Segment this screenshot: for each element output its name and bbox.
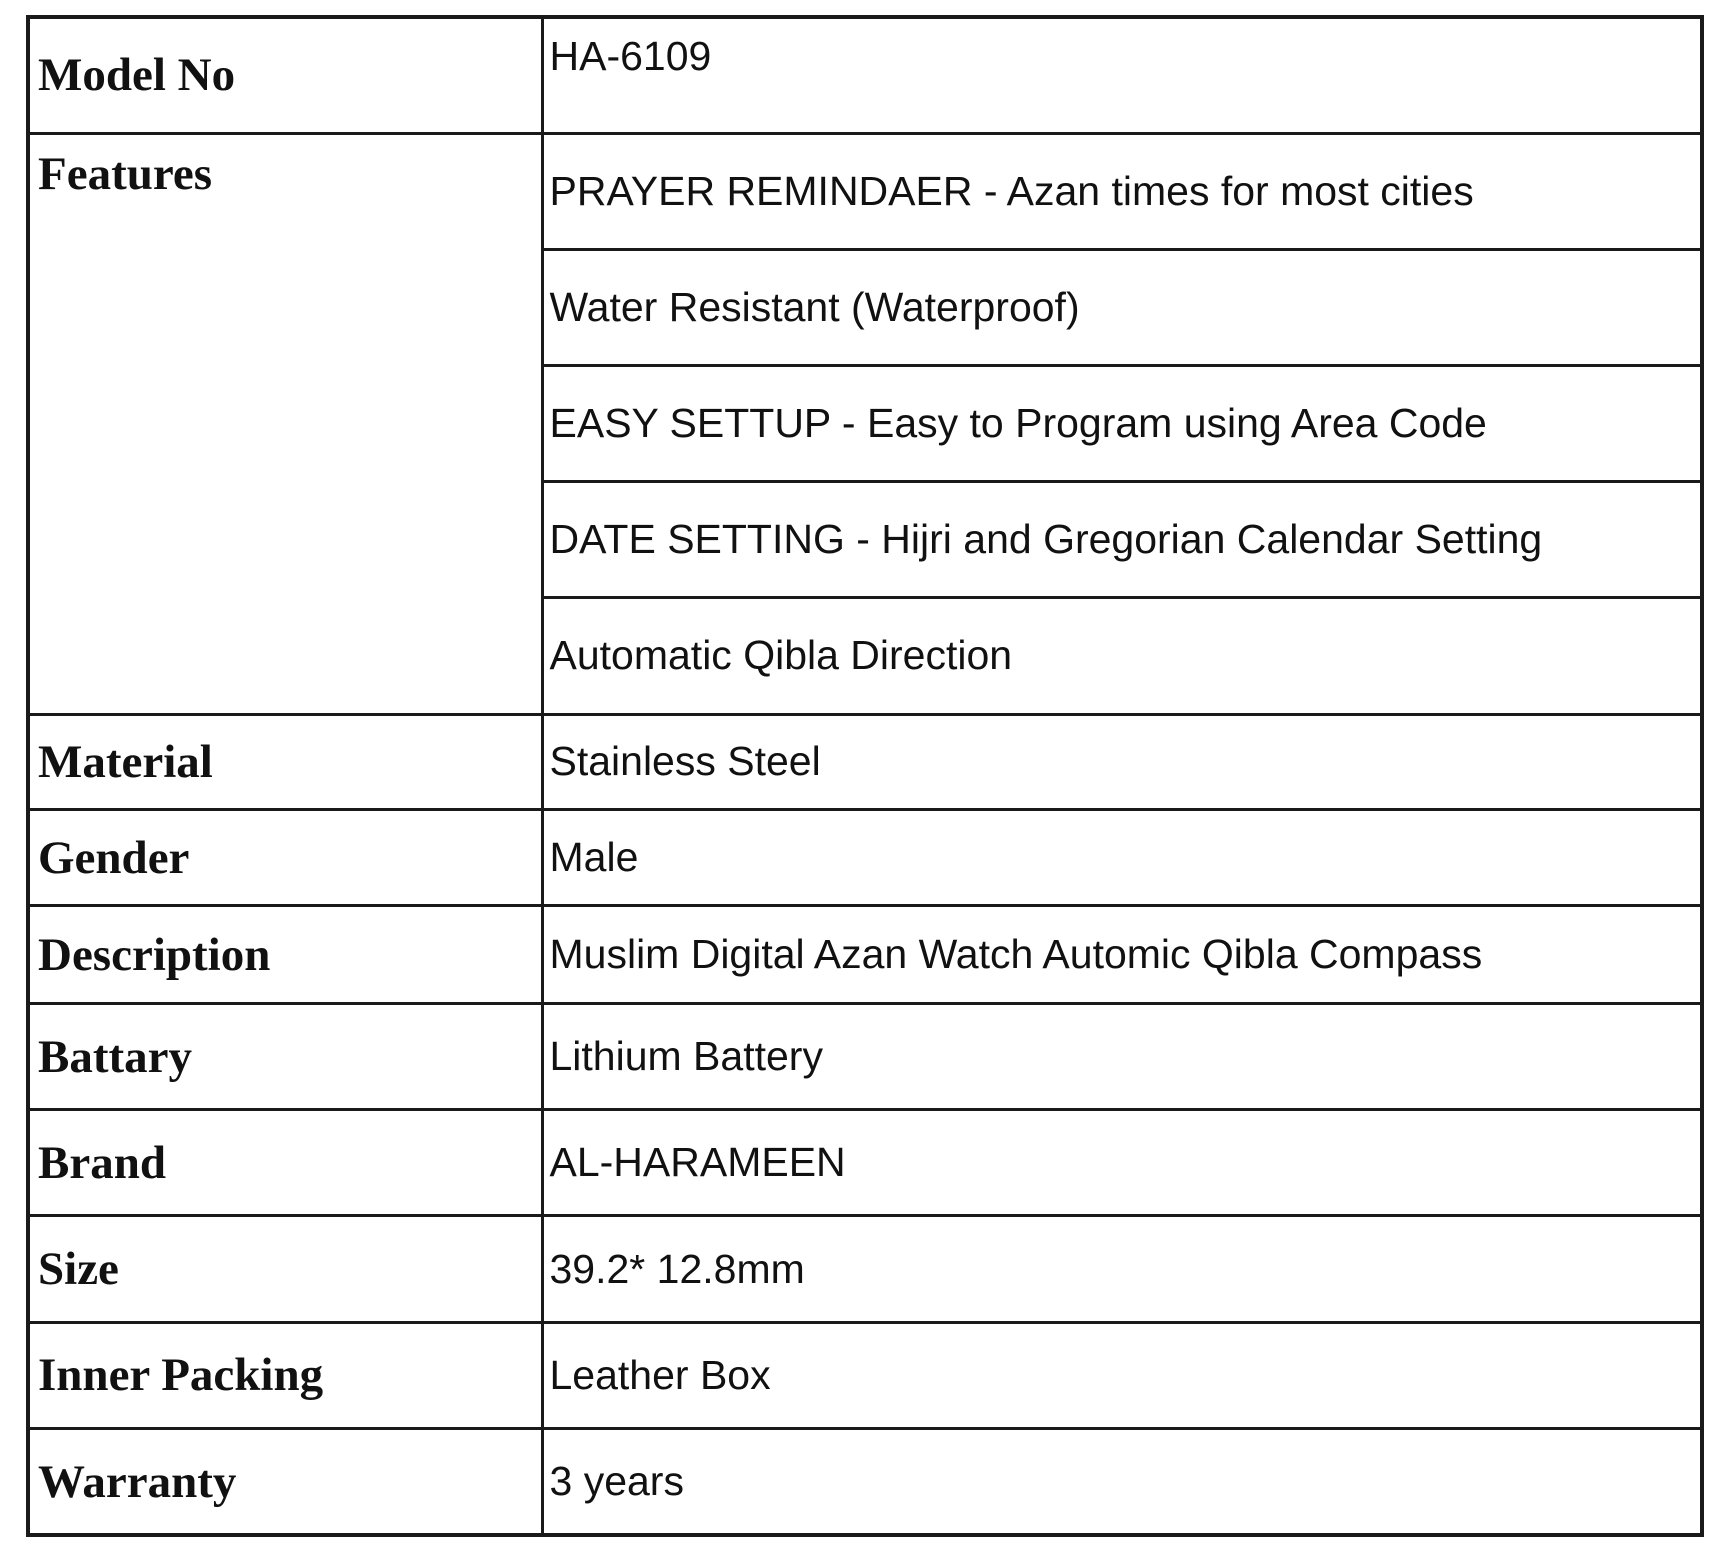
feature-item: EASY SETTUP - Easy to Program using Area Code — [542, 366, 1702, 482]
spec-value-model-no: HA-6109 — [542, 17, 1702, 133]
spec-row-warranty — [28, 1429, 1702, 1535]
feature-item: PRAYER REMINDAER - Azan times for most cities — [542, 133, 1702, 249]
spec-row-material — [28, 714, 1702, 809]
spec-value-brand: AL-HARAMEEN — [542, 1110, 1702, 1216]
spec-value-battery: Lithium Battery — [542, 1003, 1702, 1109]
spec-value-size: 39.2* 12.8mm — [542, 1216, 1702, 1322]
feature-item: DATE SETTING - Hijri and Gregorian Calendar Setting — [542, 482, 1702, 598]
spec-label-size: Size — [28, 1216, 542, 1322]
feature-item: Water Resistant (Waterproof) — [542, 249, 1702, 365]
spec-value-inner-packing: Leather Box — [542, 1322, 1702, 1428]
spec-value-warranty: 3 years — [542, 1429, 1702, 1535]
spec-row-gender — [28, 809, 1702, 905]
spec-value-description: Muslim Digital Azan Watch Automic Qibla Compass — [542, 906, 1702, 1004]
spec-label-inner-packing: Inner Packing — [28, 1322, 542, 1428]
spec-row-size — [28, 1216, 1702, 1322]
spec-label-warranty: Warranty — [28, 1429, 542, 1535]
spec-label-features: Features — [28, 133, 542, 714]
feature-item: Automatic Qibla Direction — [542, 598, 1702, 714]
spec-row-description — [28, 906, 1702, 1004]
spec-row-brand — [28, 1110, 1702, 1216]
spec-label-battery: Battary — [28, 1003, 542, 1109]
spec-row-model-no — [28, 17, 1702, 133]
spec-row-inner-packing — [28, 1322, 1702, 1428]
spec-value-gender: Male — [542, 809, 1702, 905]
spec-label-gender: Gender — [28, 809, 542, 905]
spec-row-features — [28, 133, 1702, 249]
spec-label-brand: Brand — [28, 1110, 542, 1216]
spec-label-material: Material — [28, 714, 542, 809]
spec-row-battery — [28, 1003, 1702, 1109]
product-spec-table — [26, 15, 1704, 1537]
spec-label-description: Description — [28, 906, 542, 1004]
spec-value-material: Stainless Steel — [542, 714, 1702, 809]
spec-label-model-no: Model No — [28, 17, 542, 133]
